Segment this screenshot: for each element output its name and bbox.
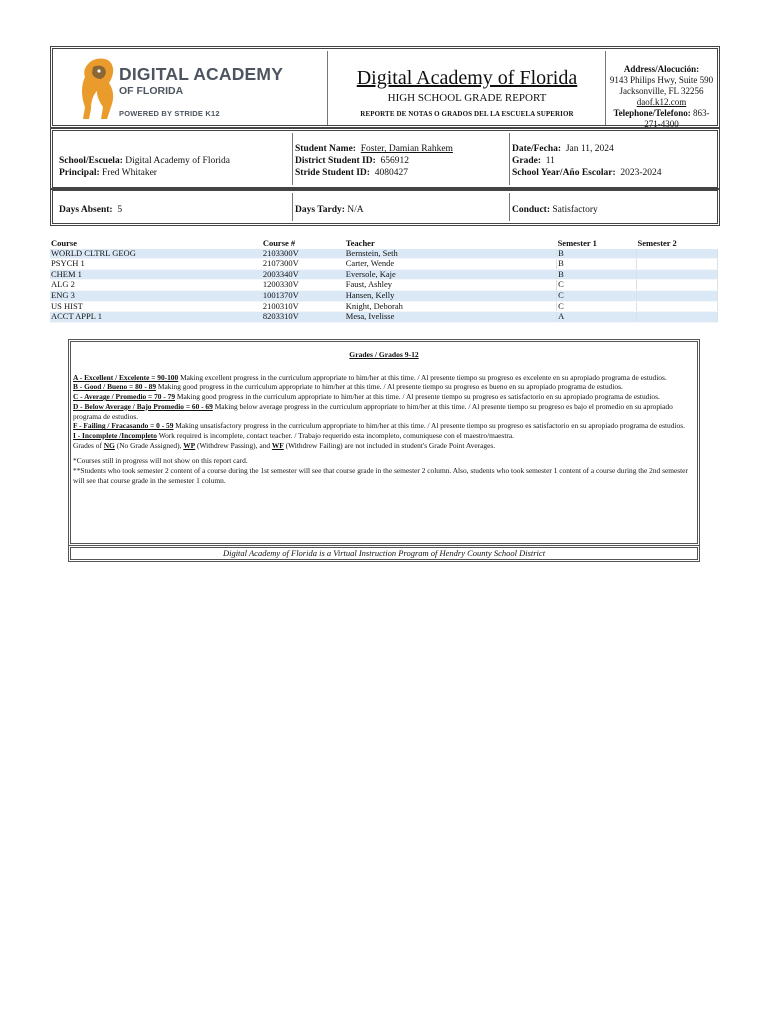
legend-note-1: *Courses still in progress will not show on this report card.	[73, 456, 248, 466]
absent-label: Days Absent:	[59, 205, 113, 215]
semester-2-grade	[637, 290, 718, 301]
principal-label: Principal:	[59, 168, 100, 178]
wf-code: WF	[271, 440, 284, 450]
table-row	[50, 259, 718, 270]
semester-1-grade: C	[557, 301, 637, 312]
semester-1-grade: C	[557, 290, 637, 301]
date-grade-cell	[510, 133, 715, 185]
school-title: Digital Academy of Florida	[356, 67, 578, 89]
principal-value: Fred Whitaker	[102, 168, 157, 178]
table-row	[50, 312, 718, 323]
conduct-label: Conduct:	[512, 205, 551, 215]
school-info-cell	[55, 133, 293, 185]
school-year-label: School Year/Año Escolar:	[512, 168, 616, 178]
legend-excluded-grades	[73, 441, 695, 451]
absent-cell	[55, 193, 293, 221]
semester-2-grade	[637, 301, 718, 312]
legend-grade-i	[73, 431, 695, 441]
date-value: Jan 11, 2024	[565, 144, 614, 154]
semester-2-grade	[637, 269, 718, 280]
course-number: 2103300V	[262, 249, 345, 259]
tardy-label: Days Tardy:	[295, 205, 345, 215]
legend-grade-a	[73, 373, 695, 383]
semester-1-grade: B	[557, 269, 637, 280]
course-number: 8203310V	[262, 312, 345, 323]
grade-legend-box	[68, 339, 700, 546]
legend-note-2: **Students who took semester 2 content of a course during the 1st semester will see that course grade in the semester 2 column. Also, students who took semester 1 content of a course during the 2nd semester will see that course grade in the semester 1 column.	[73, 466, 688, 485]
grade-key: B - Good / Bueno = 80 - 89	[73, 382, 157, 392]
student-name-label: Student Name:	[295, 144, 356, 154]
address-label: Address/Alocución:	[623, 64, 700, 74]
logo-powered-by: POWERED BY STRIDE K12	[119, 109, 220, 118]
district-id-label: District Student ID:	[295, 156, 376, 166]
stride-id-label: Stride Student ID:	[295, 168, 370, 178]
course-name: ACCT APPL 1	[50, 312, 262, 323]
semester-1-grade: A	[557, 312, 637, 323]
grade-description: Making good progress in the curriculum appropriate to him/her at this time. / Al presente tiempo su progreso es bueno en su apropiado programa de estudios.	[157, 382, 623, 392]
teacher-name: Carter, Wende	[345, 259, 557, 270]
teacher-name: Faust, Ashley	[345, 280, 557, 291]
course-number: 2107300V	[262, 259, 345, 270]
course-number: 1200330V	[262, 280, 345, 291]
header-semester-1: Semester 1	[557, 239, 637, 249]
teacher-name: Eversole, Kaje	[345, 269, 557, 280]
attendance-box	[50, 188, 720, 226]
semester-1-grade: B	[557, 259, 637, 270]
tardy-cell	[293, 193, 510, 221]
grade-key: I - Incomplete /Incompleto	[73, 430, 157, 440]
tardy-value: N/A	[347, 205, 364, 215]
teacher-name: Hansen, Kelly	[345, 290, 557, 301]
grade-key: D - Below Average / Bajo Promedio = 60 - 69	[73, 401, 213, 411]
table-row	[50, 280, 718, 291]
wf-description: (Withdrew Failing) are not included in student's Grade Point Averages.	[285, 440, 496, 450]
legend-grade-f	[73, 421, 695, 431]
grade-label: Grade:	[512, 156, 542, 166]
excluded-intro: Grades of	[73, 440, 102, 450]
legend-title: Grades / Grados 9-12	[349, 350, 419, 359]
grade-description: Making good progress in the curriculum appropriate to him/her at this time. / Al presente tiempo su progreso es satisfactorio en su apropiado programa de estudios.	[176, 392, 660, 402]
grade-key: C - Average / Promedio = 70 - 79	[73, 392, 176, 402]
grade-description: Making below average progress in the curriculum appropriate to him/her at this time. / Al presente tiempo su progreso es bajo el promedio en su apropiado programa de estudios.	[73, 401, 673, 421]
logo-name: DIGITAL ACADEMY	[119, 64, 284, 84]
grade-key: F - Failing / Fracasando = 0 - 59	[73, 421, 174, 431]
district-id-value: 656912	[380, 156, 409, 166]
header-course-number: Course #	[262, 239, 345, 249]
student-name-value: Foster, Damian Rahkem	[360, 144, 453, 154]
table-row	[50, 290, 718, 301]
student-info-box	[50, 128, 720, 190]
semester-2-grade	[637, 249, 718, 259]
teacher-name: Mesa, Ivelisse	[345, 312, 557, 323]
course-name: PSYCH 1	[50, 259, 262, 270]
date-label: Date/Fecha:	[512, 144, 562, 154]
course-name: WORLD CLTRL GEOG	[50, 249, 262, 259]
title-cell	[329, 51, 606, 125]
legend-grade-c	[73, 392, 695, 402]
footer-note: Digital Academy of Florida is a Virtual Instruction Program of Hendry County School District	[68, 545, 700, 562]
logo-subname: OF FLORIDA	[119, 85, 184, 97]
grade-value: 11	[545, 156, 555, 166]
course-name: CHEM 1	[50, 269, 262, 280]
course-name: US HIST	[50, 301, 262, 312]
wp-code: WP	[183, 440, 196, 450]
course-number: 2100310V	[262, 301, 345, 312]
semester-1-grade: C	[557, 280, 637, 291]
report-subtitle: REPORTE DE NOTAS O GRADOS DEL LA ESCUELA SUPERIOR	[360, 110, 574, 118]
ng-code: NG	[103, 440, 115, 450]
student-id-cell	[293, 133, 510, 185]
header-course: Course	[50, 239, 262, 249]
legend-grade-b	[73, 382, 695, 392]
grade-description: Work required is incomplete, contact teacher. / Trabajo requerido esta incompleto, comuniquese con el maestro/maestra.	[158, 430, 514, 440]
address-cell	[606, 51, 717, 129]
course-name: ENG 3	[50, 290, 262, 301]
conduct-cell	[510, 193, 715, 221]
school-label: School/Escuela:	[59, 156, 123, 166]
semester-2-grade	[637, 312, 718, 323]
semester-2-grade	[637, 280, 718, 291]
teacher-name: Bernstein, Seth	[345, 249, 557, 259]
address-line1: 9143 Philips Hwy, Suite 590	[609, 75, 714, 85]
address-line2: Jacksonville, FL 32256	[619, 86, 704, 96]
legend-grade-d	[73, 402, 695, 421]
logo-cell	[55, 51, 328, 125]
table-row	[50, 269, 718, 280]
report-header	[50, 46, 720, 128]
teacher-name: Knight, Deborah	[345, 301, 557, 312]
school-value: Digital Academy of Florida	[125, 156, 230, 166]
ng-description: (No Grade Assigned),	[116, 440, 182, 450]
report-title: HIGH SCHOOL GRADE REPORT	[387, 92, 547, 104]
course-name: ALG 2	[50, 280, 262, 291]
table-row	[50, 301, 718, 312]
absent-value: 5	[117, 205, 123, 215]
wp-description: (Withdrew Passing), and	[197, 440, 271, 450]
grade-description: Making excellent progress in the curriculum appropriate to him/her at this time. / Al presente tiempo su progreso es excelente en su apropiado programa de estudios.	[180, 372, 667, 382]
semester-2-grade	[637, 259, 718, 270]
table-row	[50, 249, 718, 259]
semester-1-grade: B	[557, 249, 637, 259]
grade-key: A - Excellent / Excelente = 90-100	[73, 372, 179, 382]
website-link[interactable]: daof.k12.com	[636, 97, 687, 107]
header-teacher: Teacher	[345, 239, 557, 249]
school-year-value: 2023-2024	[620, 168, 662, 178]
course-number: 1001370V	[262, 290, 345, 301]
phone-label: Telephone/Telefono:	[613, 108, 691, 118]
phone-line	[606, 108, 717, 130]
courses-table	[50, 239, 718, 323]
phone-value: 863-271-4300	[644, 108, 710, 129]
stride-id-value: 4080427	[374, 168, 408, 178]
grade-description: Making unsatisfactory progress in the curriculum appropriate to him/her at this time. / Al presente tiempo su progreso es satisfactorio en su apropiado programa de estudios.	[175, 421, 685, 431]
course-number: 2003340V	[262, 269, 345, 280]
conduct-value: Satisfactory	[552, 205, 598, 215]
header-semester-2: Semester 2	[637, 239, 718, 249]
panther-logo-icon	[77, 57, 119, 121]
